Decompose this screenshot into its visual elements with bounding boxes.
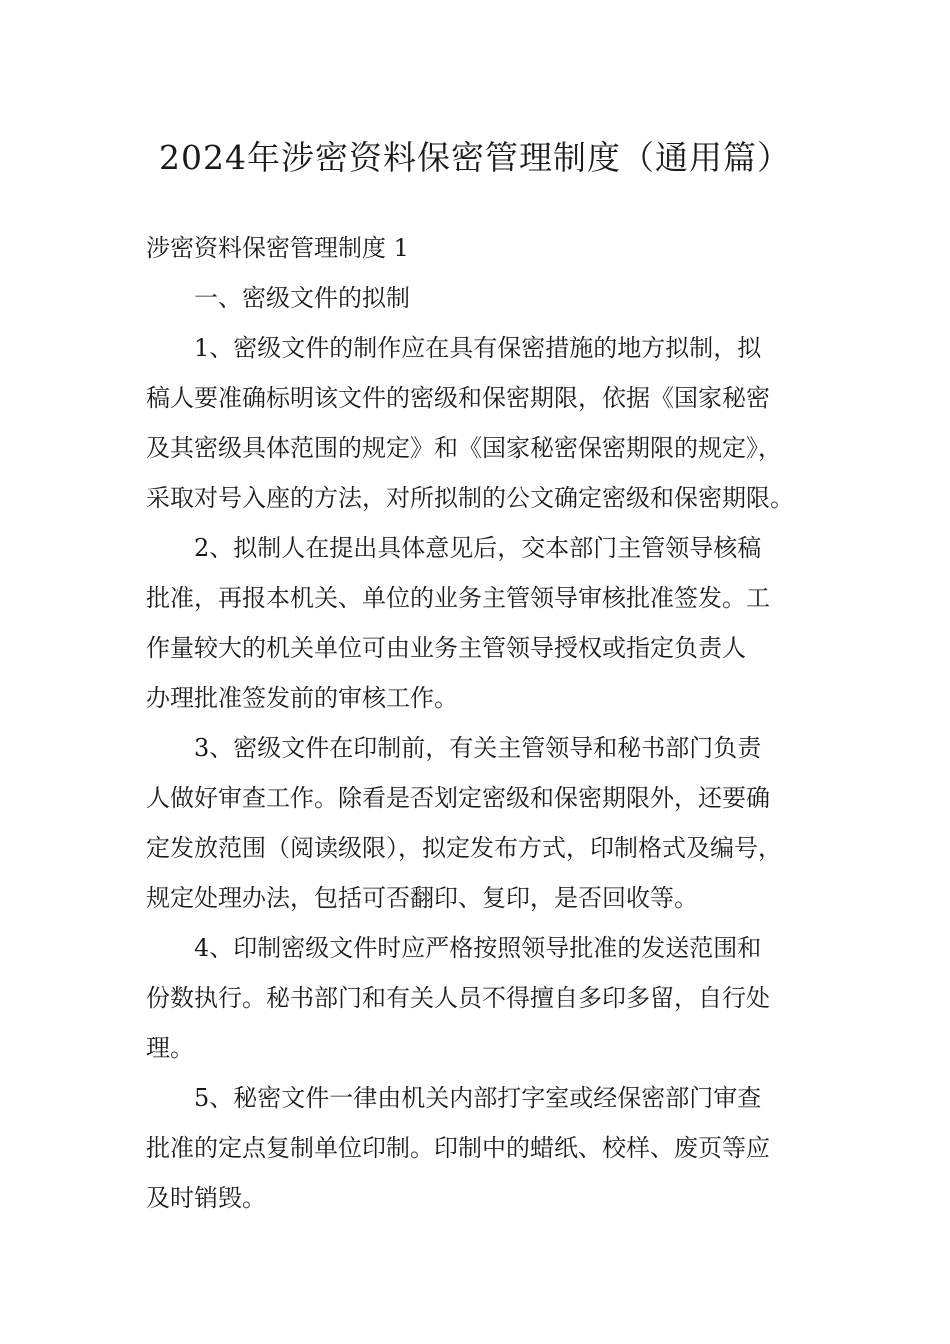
paragraph-3-line-3: 定发放范围（阅读级限），拟定发布方式，印制格式及编号， [146,834,782,862]
paragraph-5-line-1: 5、秘密文件一律由机关内部打字室或经保密部门审查 [194,1084,762,1112]
paragraph-2-line-2: 批准，再报本机关、单位的业务主管领导审核批准签发。工 [146,584,770,612]
paragraph-4-line-3: 理。 [146,1034,194,1062]
paragraph-3-line-2: 人做好审查工作。除看是否划定密级和保密期限外，还要确 [146,784,770,812]
document-body [146,223,826,1223]
paragraph-1-line-3: 及其密级具体范围的规定》和《国家秘密保密期限的规定》， [146,434,782,462]
paragraph-1-line-2: 稿人要准确标明该文件的密级和保密期限，依据《国家秘密 [146,384,770,412]
paragraph-4-line-1: 4、印制密级文件时应严格按照领导批准的发送范围和 [194,934,762,962]
paragraph-1-line-4: 采取对号入座的方法，对所拟制的公文确定密级和保密期限。 [146,484,794,512]
paragraph-2-line-3: 作量较大的机关单位可由业务主管领导授权或指定负责人 [146,634,746,662]
paragraph-5-line-3: 及时销毁。 [146,1184,266,1212]
paragraph-1-line-1: 1、密级文件的制作应在具有保密措施的地方拟制，拟 [194,334,762,362]
paragraph-2-line-4: 办理批准签发前的审核工作。 [146,684,458,712]
paragraph-4-line-2: 份数执行。秘书部门和有关人员不得擅自多印多留，自行处 [146,984,770,1012]
document-title: 2024年涉密资料保密管理制度（通用篇） [159,138,791,177]
subheading: 一、密级文件的拟制 [194,284,410,312]
paragraph-5-line-2: 批准的定点复制单位印制。印制中的蜡纸、校样、废页等应 [146,1134,770,1162]
paragraph-2-line-1: 2、拟制人在提出具体意见后，交本部门主管领导核稿 [194,534,762,562]
section-heading: 涉密资料保密管理制度 1 [146,234,409,262]
paragraph-3-line-1: 3、密级文件在印制前，有关主管领导和秘书部门负责 [194,734,762,762]
paragraph-3-line-4: 规定处理办法，包括可否翻印、复印，是否回收等。 [146,884,698,912]
